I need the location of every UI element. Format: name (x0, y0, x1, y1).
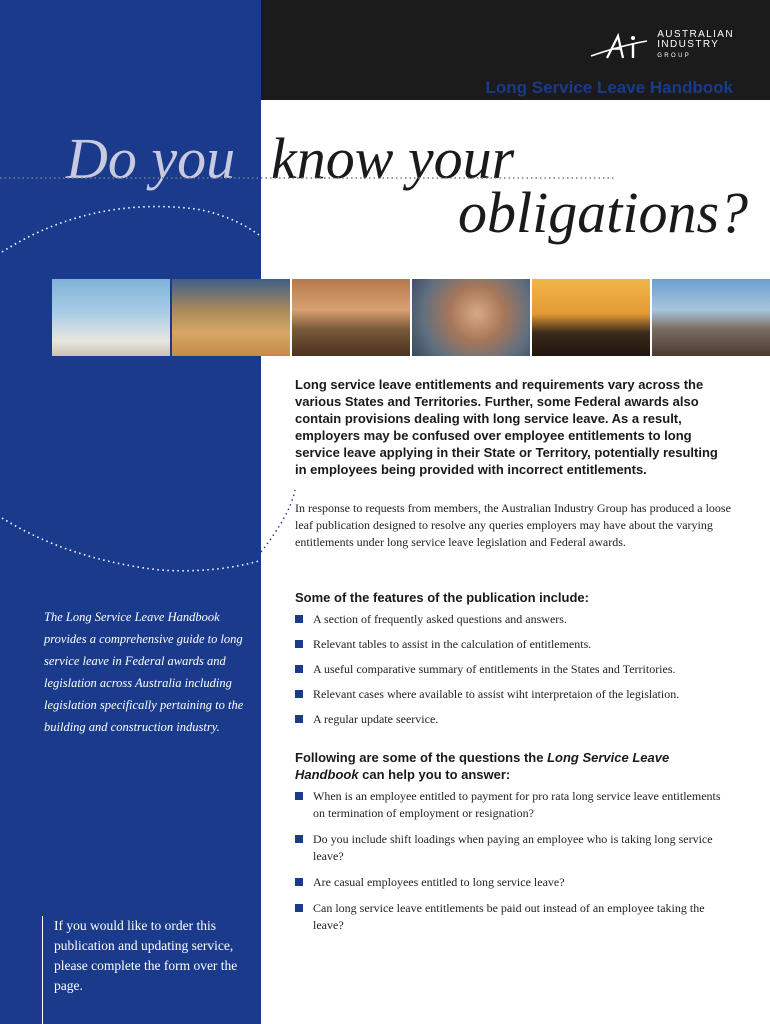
list-item-text: Do you include shift loadings when paying an employee who is taking long service leave? (313, 832, 713, 863)
list-item-text: A regular update seervice. (313, 712, 439, 726)
list-item (295, 874, 735, 891)
square-bullet-icon (295, 878, 303, 886)
questions-heading (295, 749, 735, 783)
square-bullet-icon (295, 665, 303, 673)
list-item-text: A useful comparative summary of entitlements in the States and Territories. (313, 662, 676, 676)
list-item-text: Can long service leave entitlements be paid out instead of an employee taking the leave? (313, 901, 705, 932)
questions-list (295, 788, 735, 943)
square-bullet-icon (295, 690, 303, 698)
questions-heading-pre: Following are some of the questions the (295, 750, 548, 765)
questions-heading-post: can help you to answer: (358, 767, 511, 782)
square-bullet-icon (295, 640, 303, 648)
sand-dune-photo (172, 279, 290, 356)
sidebar-description: The Long Service Leave Handbook provides a comprehensive guide to long service leave in Federal awards and legislation across Australia including legislation specifically pertaining to the building and construction industry. (44, 610, 244, 734)
list-item (295, 831, 735, 865)
list-item (295, 900, 735, 934)
smiling-man-photo (412, 279, 530, 356)
square-bullet-icon (295, 615, 303, 623)
questions-heading-title: Long Service Leave Handbook (295, 750, 670, 782)
intro-lead: Long service leave entitlements and requirements vary across the various States and Territories. Further, some Federal awards also contain provisions dealing with long service leave. As a result, employers may be confused over employee entitlements to long service leave applying in their State or Territory, potentially resulting in employees being provided with incorrect entitlements. (295, 377, 718, 477)
features-list (295, 611, 735, 736)
order-note: If you would like to order this publication and updating service, please complete the form over the page. (54, 918, 238, 993)
square-bullet-icon (295, 792, 303, 800)
intro-body: In response to requests from members, the Australian Industry Group has produced a loose leaf publication designed to resolve any queries employers may have about the varying entitlements under long service leave legislation and Federal awards. (295, 501, 731, 549)
headline-part-3: obligations? (458, 180, 749, 245)
jetty-photo (292, 279, 410, 356)
photo-strip (52, 279, 770, 356)
ai-group-logo (589, 30, 734, 61)
list-item-text: When is an employee entitled to payment for pro rata long service leave entitlements on termination of employment or resignation? (313, 789, 721, 820)
square-bullet-icon (295, 715, 303, 723)
list-item (295, 711, 735, 728)
order-note-block (42, 916, 253, 1024)
square-bullet-icon (295, 835, 303, 843)
list-item-text: Relevant cases where available to assist wiht interpretaion of the legislation. (313, 687, 680, 701)
ai-logo-icon (589, 32, 649, 60)
list-item (295, 611, 735, 628)
headline-part-1: Do you (66, 126, 236, 191)
document-title: Long Service Leave Handbook (485, 78, 733, 97)
brand-line-2: INDUSTRY (657, 39, 720, 50)
list-item-text: Relevant tables to assist in the calculation of entitlements. (313, 637, 592, 651)
brand-line-1: AUSTRALIAN (657, 29, 734, 40)
pram-photo (532, 279, 650, 356)
brand-line-3: GROUP (657, 53, 692, 59)
list-item-text: Are casual employees entitled to long service leave? (313, 875, 565, 889)
list-item (295, 661, 735, 678)
beach-umbrella-photo (52, 279, 170, 356)
square-bullet-icon (295, 904, 303, 912)
features-heading: Some of the features of the publication include: (295, 590, 589, 605)
logo-wordmark (657, 30, 734, 61)
headline-part-2: know your (271, 126, 515, 191)
list-item (295, 686, 735, 703)
list-item (295, 636, 735, 653)
mountain-woman-photo (652, 279, 770, 356)
list-item (295, 788, 735, 822)
list-item-text: A section of frequently asked questions and answers. (313, 612, 567, 626)
